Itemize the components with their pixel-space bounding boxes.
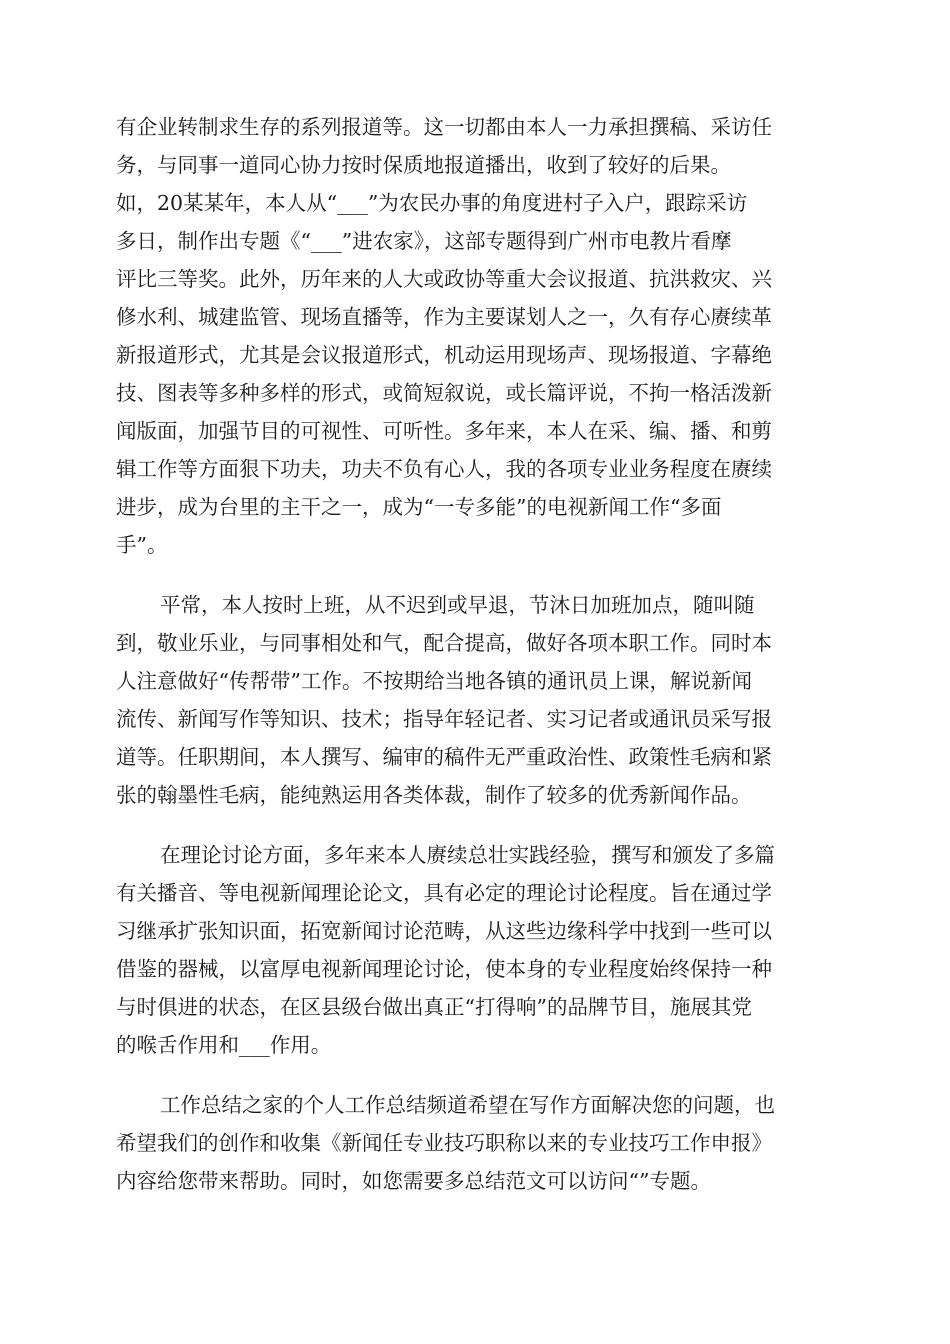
paragraph-spacer (116, 564, 832, 586)
paragraph-4 (116, 1086, 832, 1200)
text-line: 借鉴的器械，以富厚电视新闻理论讨论，使本身的专业程度始终保持一种 (116, 957, 772, 981)
text-line: 工作总结之家的个人工作总结频道希望在写作方面解决您的问题，也 (160, 1093, 775, 1117)
text-line: 务，与同事一道同心协力按时保质地报道播出，收到了较好的后果。 (116, 153, 731, 177)
text-line: 到，敬业乐业，与同事相处和气，配合提高，做好各项本职工作。同时本 (116, 631, 772, 655)
paragraph-3 (116, 836, 832, 1064)
text-line: 多日，制作出专题《“___”进农家》，这部专题得到广州市电教片看摩 (116, 229, 732, 253)
paragraph-1 (116, 108, 832, 564)
text-line: 新报道形式，尤其是会议报道形式，机动运用现场声、现场报道、字幕绝 (116, 343, 772, 367)
text-line: 张的翰墨性毛病，能纯熟运用各类体裁，制作了较多的优秀新闻作品。 (116, 783, 752, 807)
text-line: 如，20某某年，本人从“___”为农民办事的角度进村子入户，跟踪采访 (116, 191, 748, 215)
text-line: 习继承扩张知识面，拓宽新闻讨论范畴，从这些边缘科学中找到一些可以 (116, 919, 772, 943)
text-line: 的喉舌作用和___作用。 (116, 1033, 332, 1057)
text-line: 有关播音、等电视新闻理论论文，具有必定的理论讨论程度。旨在通过学 (116, 881, 772, 905)
text-line: 与时俱进的状态，在区县级台做出真正“打得响”的品牌节目，施展其党 (116, 995, 752, 1019)
text-line: 人注意做好“传帮带”工作。不按期给当地各镇的通讯员上课，解说新闻 (116, 669, 752, 693)
document-page (116, 108, 832, 1200)
text-line: 内容给您带来帮助。同时，如您需要多总结范文可以访问“”专题。 (116, 1169, 711, 1193)
text-line: 有企业转制求生存的系列报道等。这一切都由本人一力承担撰稿、采访任 (116, 115, 772, 139)
paragraph-spacer (116, 814, 832, 836)
text-line: 技、图表等多种多样的形式，或简短叙说，或长篇评说，不拘一格活泼新 (116, 381, 772, 405)
text-line: 希望我们的创作和收集《新闻任专业技巧职称以来的专业技巧工作申报》 (116, 1131, 772, 1155)
text-line: 进步，成为台里的主干之一，成为“一专多能”的电视新闻工作“多面 (116, 495, 722, 519)
text-line: 道等。任职期间，本人撰写、编审的稿件无严重政治性、政策性毛病和紧 (116, 745, 772, 769)
text-line: 闻版面，加强节目的可视性、可听性。多年来，本人在采、编、播、和剪 (116, 419, 772, 443)
text-line: 平常，本人按时上班，从不迟到或早退，节沐日加班加点，随叫随 (160, 593, 755, 617)
text-line: 在理论讨论方面，多年来本人赓续总壮实践经验，撰写和颁发了多篇 (160, 843, 775, 867)
paragraph-2 (116, 586, 832, 814)
text-line: 辑工作等方面狠下功夫，功夫不负有心人，我的各项专业业务程度在赓续 (116, 457, 772, 481)
paragraph-spacer (116, 1064, 832, 1086)
text-line: 手”。 (116, 533, 168, 557)
text-line: 修水利、城建监管、现场直播等，作为主要谋划人之一，久有存心赓续革 (116, 305, 772, 329)
text-line: 评比三等奖。此外，历年来的人大或政协等重大会议报道、抗洪救灾、兴 (116, 267, 772, 291)
text-line: 流传、新闻写作等知识、技术；指导年轻记者、实习记者或通讯员采写报 (116, 707, 772, 731)
